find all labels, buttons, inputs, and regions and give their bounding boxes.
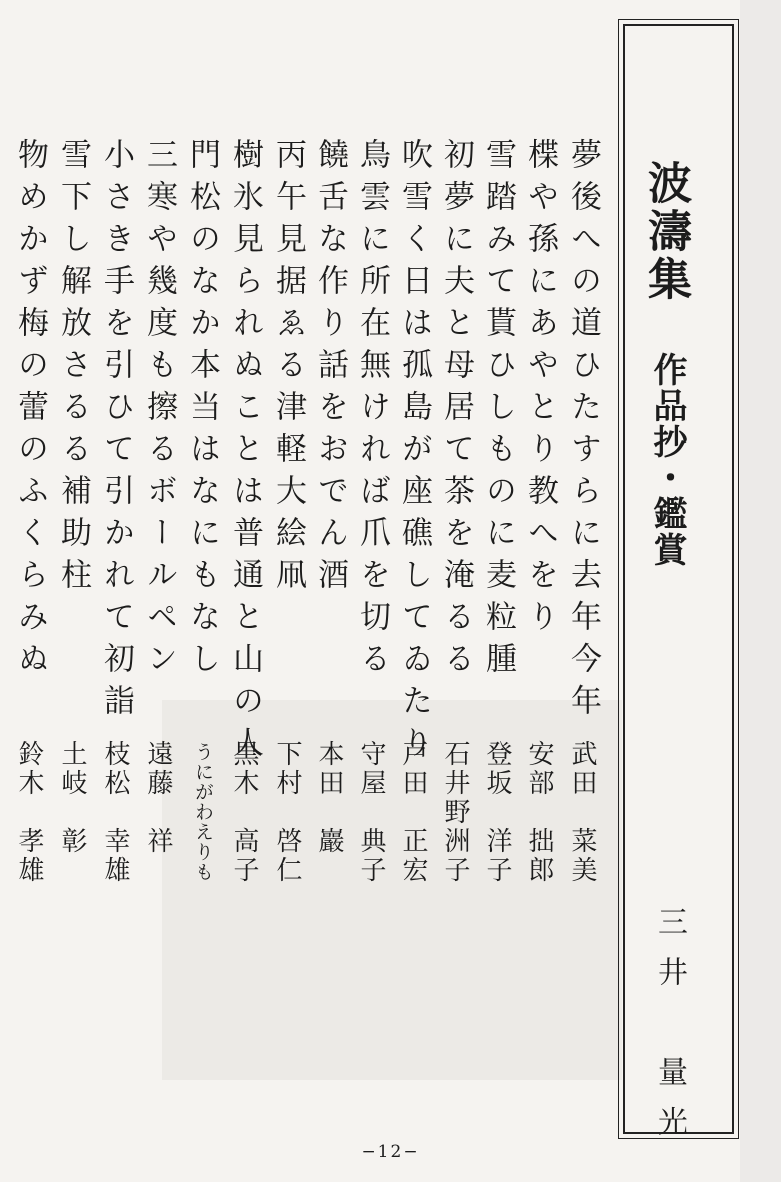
haiku-text: 夢後への道ひたすらに去年今年 <box>565 138 601 726</box>
poet-name: 戸田 正宏 <box>398 740 428 885</box>
haiku-text: 小さき手を引ひて引かれて初詣 <box>98 138 134 726</box>
haiku-text: 丙午見据ゑる津軽大絵凧 <box>270 138 306 600</box>
haiku-text: 初夢に夫と母居て茶を淹るる <box>438 138 474 684</box>
poet-name: うにがわえりも <box>192 742 214 882</box>
haiku-text: 三寒や幾度も擦るボールペン <box>141 138 177 684</box>
page-subtitle: 作品抄・鑑賞 <box>647 352 687 568</box>
poet-name: 武田 菜美 <box>567 740 597 885</box>
poet-name: 守屋 典子 <box>356 740 386 885</box>
haiku-text: 雪下し解放さるる補助柱 <box>55 138 91 600</box>
poet-name: 石井野洲子 <box>440 740 470 885</box>
haiku-text: 吹雪く日は孤島が座礁してゐたり <box>396 138 432 768</box>
haiku-text: 鳥雲に所在無ければ爪を切る <box>354 138 390 684</box>
poet-name: 枝松 幸雄 <box>100 740 130 885</box>
poet-name: 黒木 高子 <box>229 740 259 885</box>
haiku-text: 樹氷見られぬことは普通と山の人 <box>227 138 263 768</box>
page-number: −12− <box>361 1142 420 1162</box>
poet-name: 下村 啓仁 <box>272 740 302 885</box>
poet-name: 登坂 洋子 <box>482 740 512 885</box>
bleed-through-shade <box>740 0 781 1182</box>
poet-name: 遠藤 祥 <box>143 740 173 856</box>
haiku-text: 雪踏みて貰ひしものに麦粒腫 <box>480 138 516 684</box>
haiku-text: 門松のなか本当はなにもなし <box>184 138 220 684</box>
poet-name: 安部 拙郎 <box>524 740 554 885</box>
author-name: 三井 量光 <box>652 906 687 1156</box>
haiku-text: 物めかず梅の蕾のふくらみぬ <box>12 138 48 684</box>
haiku-text: 饒舌な作り話をおでん酒 <box>312 138 348 600</box>
page-title: 波濤集 <box>640 160 691 304</box>
poet-name: 土岐 彰 <box>57 740 87 856</box>
poet-name: 本田 巖 <box>314 740 344 856</box>
haiku-text: 楪や孫にあやとり教へをり <box>522 138 558 642</box>
poet-name: 鈴木 孝雄 <box>14 740 44 885</box>
